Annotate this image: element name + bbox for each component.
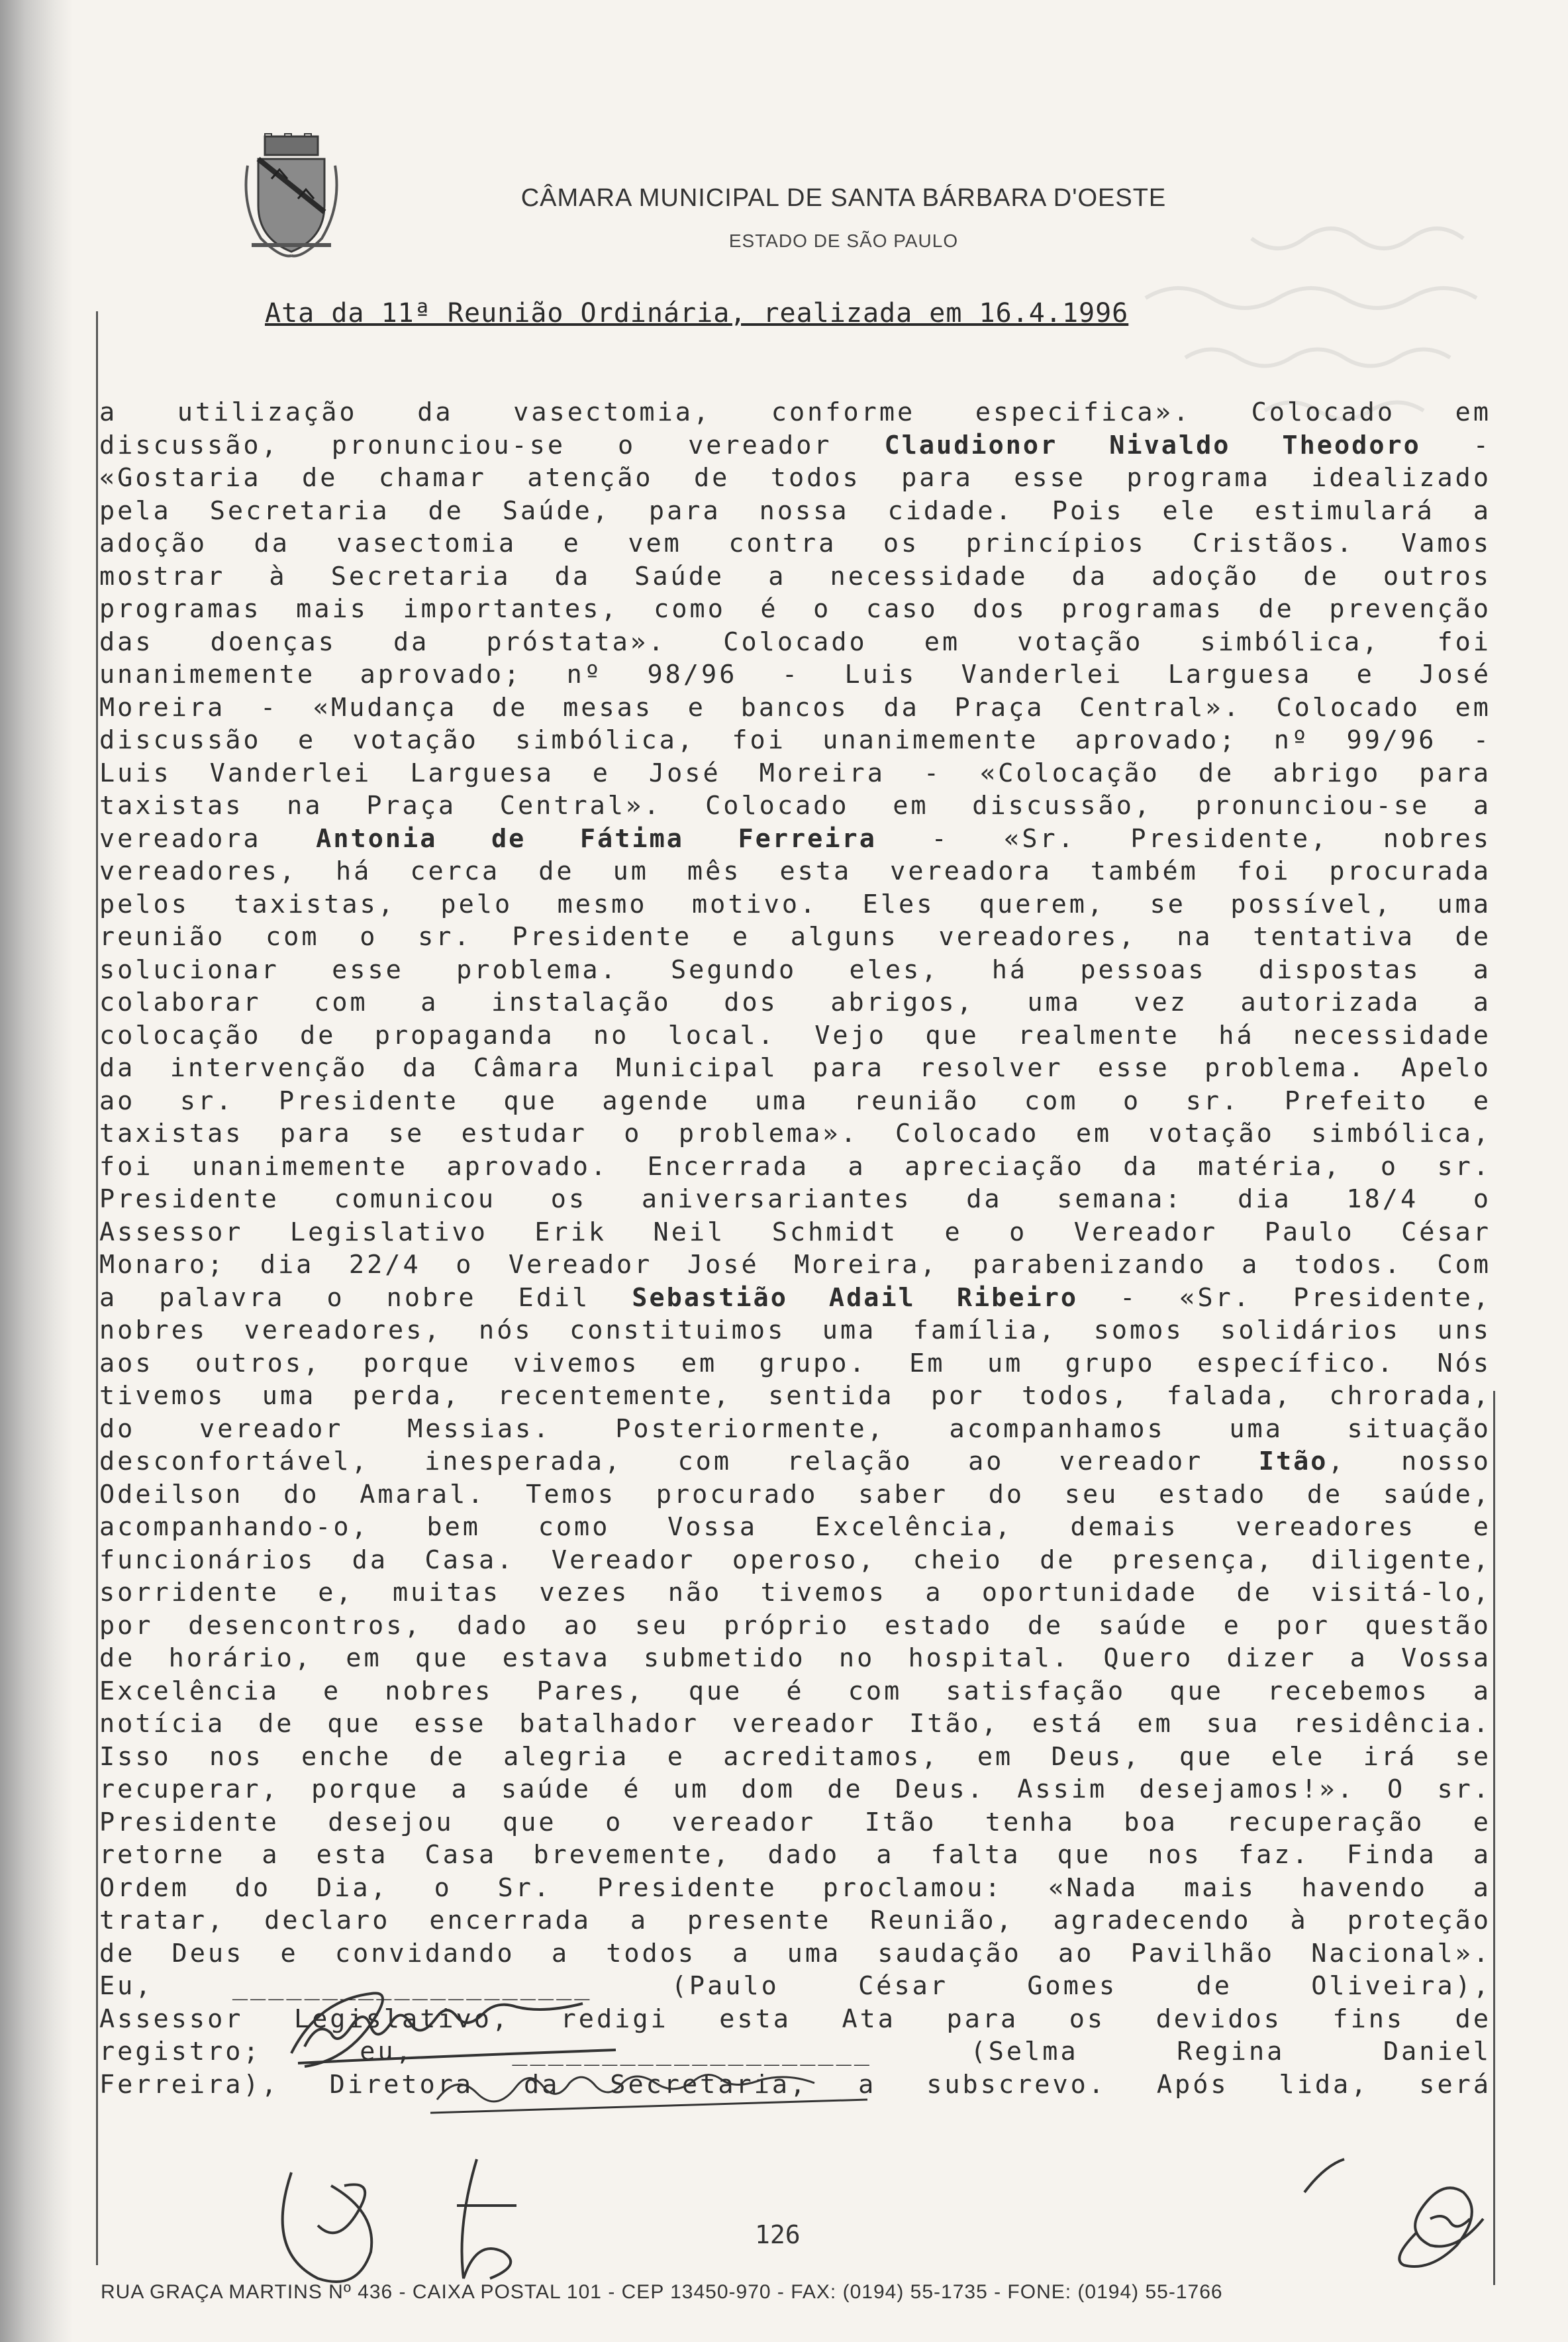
body-line: adoção da vasectomia e vem contra os princípios Cristãos. Vamos [99,529,1491,558]
body-line: das doenças da próstata». Colocado em votação simbólica, foi [99,627,1491,657]
speaker-name: Itão [1258,1447,1328,1476]
body-line: Excelência e nobres Pares, que é com satisfação que recebemos a [99,1676,1491,1706]
institution-state: ESTADO DE SÃO PAULO [728,230,959,251]
body-line: solucionar esse problema. Segundo eles, há pessoas dispostas a [99,954,1491,985]
body-line: Luis Vanderlei Larguesa e José Moreira - «Colocação de abrigo para [99,758,1491,788]
body-line: desconfortável, inesperada, com relação ao vereador Itão, nosso [99,1447,1491,1476]
body-line: ao sr. Presidente que agende uma reunião com o sr. Prefeito e [99,1086,1491,1116]
body-line: mostrar à Secretaria da Saúde a necessidade da adoção de outros [99,561,1491,591]
body-line: Assessor Legislativo Erik Neil Schmidt e o Vereador Paulo César [99,1217,1491,1247]
body-line: recuperar, porque a saúde é um dom de Deus. Assim desejamos!». O sr. [99,1774,1491,1804]
body-line: «Gostaria de chamar atenção de todos para esse programa idealizado [99,463,1491,493]
body-line: de horário, em que estava submetido no hospital. Quero dizer a Vossa [99,1643,1491,1673]
minutes-body [99,396,1491,2101]
body-line: funcionários da Casa. Vereador operoso, cheio de presença, diligente, [99,1545,1491,1575]
body-line: Presidente desejou que o vereador Itão tenha boa recuperação e [99,1807,1491,1837]
institution-name: CÂMARA MUNICIPAL DE SANTA BÁRBARA D'OESTE [520,184,1167,212]
body-line: Isso nos enche de alegria e acreditamos, em Deus, que ele irá se [99,1741,1491,1772]
body-line: Odeilson do Amaral. Temos procurado saber do seu estado de saúde, [99,1479,1491,1509]
body-line: Monaro; dia 22/4 o Vereador José Moreira, parabenizando a todos. Com [99,1250,1491,1280]
body-line: Presidente comunicou os aniversariantes da semana: dia 18/4 o [99,1184,1491,1214]
body-line: aos outros, porque vivemos em grupo. Em um grupo específico. Nós [99,1348,1491,1378]
body-line: vereadora Antonia de Fátima Ferreira - «Sr. Presidente, nobres [99,823,1491,854]
body-line: acompanhando-o, bem como Vossa Excelência, demais vereadores e [99,1512,1491,1542]
body-line: discussão, pronunciou-se o vereador Claudionor Nivaldo Theodoro - [99,430,1491,460]
left-margin-rule [96,311,98,2265]
body-line: Ordem do Dia, o Sr. Presidente proclamou: «Nada mais havendo a [99,1872,1491,1903]
signature-bottom-right [1298,2146,1516,2272]
body-line: sorridente e, muitas vezes não tivemos a oportunidade de visitá-lo, [99,1578,1491,1607]
signature-selma-regina [424,2060,927,2126]
body-line: nobres vereadores, nós constituimos uma família, somos solidários uns [99,1315,1491,1345]
body-line: Eu, ____________________ (Paulo César Gomes de Oliveira), [99,1971,1491,2001]
binding-shadow [0,0,73,2342]
speaker-name: Antonia de Fátima Ferreira [316,823,877,854]
body-line: de Deus e convidando a todos a uma saudação ao Pavilhão Nacional». [99,1938,1491,1968]
body-line: por desencontros, dado ao seu próprio estado de saúde e por questão [99,1610,1491,1641]
body-line: Assessor Legislativo, redigi esta Ata para os devidos fins de [99,2004,1491,2034]
body-line: colaborar com a instalação dos abrigos, uma vez autorizada a [99,988,1491,1017]
body-line: pelos taxistas, pelo mesmo motivo. Eles querem, se possível, uma [99,889,1491,919]
body-line: a palavra o nobre Edil Sebastião Adail Ribeiro - «Sr. Presidente, [99,1282,1491,1313]
body-line: notícia de que esse batalhador vereador Itão, está em sua residência. [99,1709,1491,1739]
speaker-name: Claudionor Nivaldo Theodoro [884,430,1421,460]
footer-address: RUA GRAÇA MARTINS Nº 436 - CAIXA POSTAL 101 - CEP 13450-970 - FAX: (0194) 55-1735 - FONE: (0194) 55-1766 [101,2281,1223,2303]
speaker-name: Sebastião Adail Ribeiro [632,1282,1079,1313]
signature-bottom-left [265,2146,609,2292]
body-line: taxistas na Praça Central». Colocado em discussão, pronunciou-se a [99,791,1491,821]
body-line: unanimemente aprovado; nº 98/96 - Luis Vanderlei Larguesa e José [99,660,1491,689]
body-line: taxistas para se estudar o problema». Colocado em votação simbólica, [99,1119,1491,1148]
body-line: do vereador Messias. Posteriormente, acompanhamos uma situação [99,1413,1491,1444]
body-line: foi unanimemente aprovado. Encerrada a apreciação da matéria, o sr. [99,1151,1491,1182]
body-line: pela Secretaria de Saúde, para nossa cidade. Pois ele estimulará a [99,495,1491,526]
body-line: colocação de propaganda no local. Vejo que realmente há necessidade [99,1020,1491,1050]
page-number: 126 [755,2220,801,2249]
body-line: registro; eu, ____________________ (Selma Regina Daniel [99,2037,1491,2066]
body-line: a utilização da vasectomia, conforme especifica». Colocado em [99,397,1491,427]
body-line: retorne a esta Casa brevemente, dado a falta que nos faz. Finda a [99,1840,1491,1870]
body-line: programas mais importantes, como é o caso dos programas de prevenção [99,594,1491,624]
body-line: da intervenção da Câmara Municipal para resolver esse problema. Apelo [99,1053,1491,1083]
body-line: vereadores, há cerca de um mês esta vereadora também foi procurada [99,856,1491,886]
body-line: Moreira - «Mudança de mesas e bancos da Praça Central». Colocado em [99,692,1491,723]
body-line: Ferreira), Diretora da Secretaria, a subscrevo. Após lida, será [99,2069,1491,2100]
body-line: reunião com o sr. Presidente e alguns vereadores, na tentativa de [99,922,1491,952]
body-line: tratar, declaro encerrada a presente Reunião, agradecendo à proteção [99,1906,1491,1935]
body-line: tivemos uma perda, recentemente, sentida por todos, falada, chrorada, [99,1381,1491,1411]
body-line: discussão e votação simbólica, foi unanimemente aprovado; nº 99/96 - [99,725,1491,755]
minutes-title: Ata da 11ª Reunião Ordinária, realizada em 16.4.1996 [265,298,1129,329]
